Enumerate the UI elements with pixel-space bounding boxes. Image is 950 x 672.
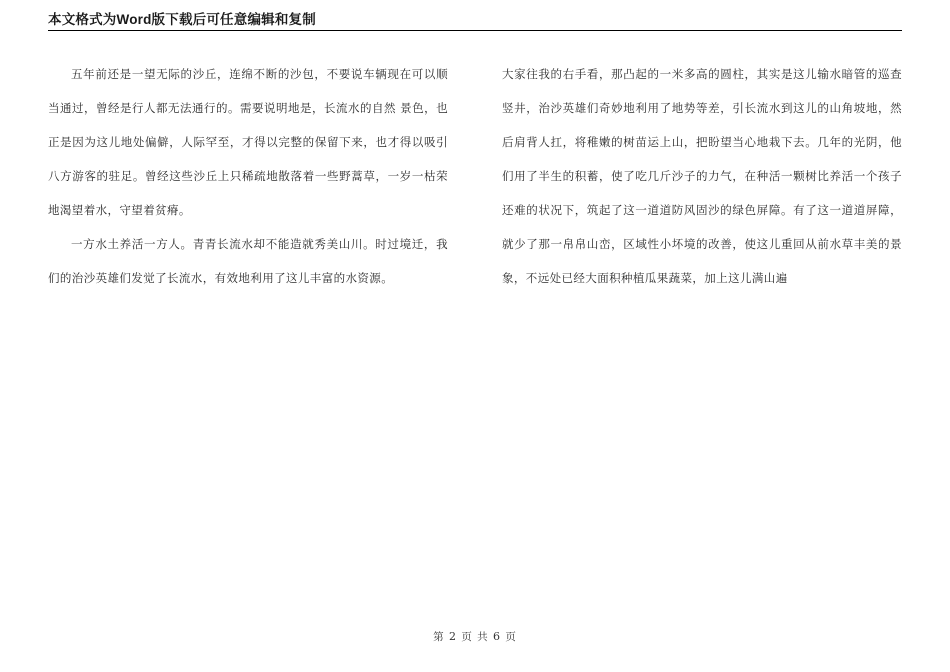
header-divider	[48, 30, 902, 31]
text-column-left	[48, 58, 448, 588]
page-header	[0, 0, 950, 40]
footer-page-current: 2	[448, 629, 457, 643]
header-title: 本文格式为Word版下载后可任意编辑和复制	[48, 12, 316, 27]
paragraph: 一方水土养活一方人。青青长流水却不能造就秀美山川。时过境迁，我们的治沙英雄们发觉了长流水，有效地利用了这儿丰富的水资源。	[48, 236, 448, 285]
page-number-group	[433, 629, 517, 644]
document-body	[48, 58, 902, 588]
text-column-right	[502, 58, 902, 588]
footer-page-total: 6	[493, 629, 502, 643]
footer-page-prefix: 第	[433, 630, 445, 643]
page-footer	[0, 626, 950, 644]
paragraph: 大家往我的右手看，那凸起的一米多高的圆柱，其实是这儿输水暗管的巡查竖井，治沙英雄们奇妙地利用了地势等差，引长流水到这儿的山角坡地，然后肩背人扛，将稚嫩的树苗运上山，把盼望当心地栽下去。几年的光阴，他们用了半生的积蓄，使了吃几斤沙子的力气，在种活一颗树比养活一个孩子还难的状况下，筑起了这一道道防风固沙的绿色屏障。有了这一道道屏障，就少了那一帛帛山峦，区域性小坏境的改善，使这儿重回从前水草丰美的景象，不远处已经大面积种植瓜果蔬菜，加上这儿满山遍	[502, 67, 902, 285]
footer-page-suffix: 页	[505, 630, 517, 643]
footer-page-mid: 页 共	[461, 630, 489, 643]
paragraph: 五年前还是一望无际的沙丘，连绵不断的沙包，不要说车辆现在可以顺当通过，曾经是行人都无法通行的。需要说明地是，长流水的自然 景色，也正是因为这儿地处偏僻，人际罕至，才得以完整的保留下来，也才得以吸引八方游客的驻足。曾经这些沙丘上只稀疏地散落着一些野蒿草，一岁一枯荣地渴望着水，守望着贫瘠。	[48, 67, 448, 217]
